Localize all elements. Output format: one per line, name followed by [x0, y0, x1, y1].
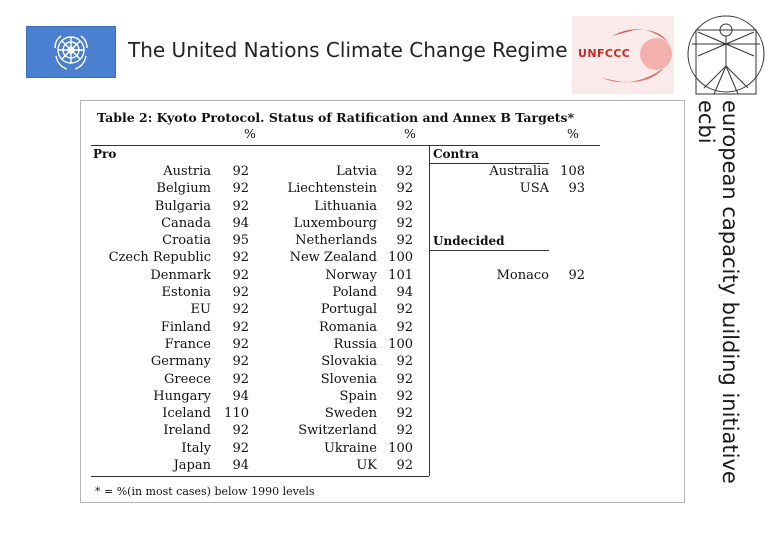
pro-column-1 [81, 163, 261, 474]
country-name: Liechtenstein [287, 181, 377, 197]
table-row [261, 388, 421, 405]
table-row [261, 405, 421, 422]
ecbi-fullname: european capacity building initiative [718, 100, 742, 484]
undecided-rule [429, 250, 549, 251]
kyoto-ratification-table [80, 100, 685, 503]
target-percent: 94 [232, 458, 249, 474]
table-row [81, 301, 261, 318]
country-name: Slovenia [320, 371, 377, 387]
target-percent: 92 [396, 423, 413, 439]
table-row [81, 163, 261, 180]
country-name: Iceland [162, 406, 211, 422]
table-row [81, 284, 261, 301]
target-percent: 100 [388, 336, 413, 352]
target-percent: 94 [232, 215, 249, 231]
country-name: Austria [163, 164, 211, 179]
target-percent: 94 [396, 285, 413, 301]
target-percent: 92 [232, 267, 249, 283]
target-percent: 92 [232, 371, 249, 387]
country-name: Slovakia [321, 354, 377, 370]
target-percent: 108 [560, 164, 585, 179]
target-percent: 92 [232, 354, 249, 370]
target-percent: 92 [396, 233, 413, 249]
table-column-divider [429, 145, 430, 476]
target-percent: 92 [232, 285, 249, 301]
country-name: Hungary [153, 388, 211, 404]
table-row [261, 422, 421, 439]
target-percent: 92 [232, 250, 249, 266]
table-row [261, 457, 421, 474]
target-percent: 92 [396, 181, 413, 197]
table-top-rule [91, 145, 600, 146]
table-row [261, 198, 421, 215]
vitruvian-man-graphic [680, 8, 772, 104]
country-name: Ireland [163, 423, 211, 439]
table-row [81, 440, 261, 457]
table-row [261, 353, 421, 370]
target-percent: 92 [396, 302, 413, 318]
country-name: France [164, 336, 211, 352]
country-name: EU [190, 302, 211, 318]
country-name: New Zealand [289, 250, 377, 266]
unfccc-logo [572, 16, 674, 94]
target-percent: 92 [396, 164, 413, 179]
table-row [81, 232, 261, 249]
table-row [81, 405, 261, 422]
target-percent: 92 [396, 215, 413, 231]
table-row [261, 319, 421, 336]
country-name: Portugal [320, 302, 377, 318]
target-percent: 92 [232, 181, 249, 197]
table-row [81, 457, 261, 474]
target-percent: 92 [232, 164, 249, 179]
country-name: Germany [150, 354, 211, 370]
table-row [81, 422, 261, 439]
target-percent: 92 [396, 458, 413, 474]
ecbi-vertical-text [694, 100, 742, 484]
country-name: USA [519, 181, 549, 197]
table-row [81, 215, 261, 232]
target-percent: 92 [232, 198, 249, 214]
table-row [261, 232, 421, 249]
country-name: Japan [173, 458, 211, 474]
country-name: Switzerland [298, 423, 377, 439]
table-row [431, 180, 591, 197]
undecided-list [431, 267, 591, 284]
country-name: UK [356, 458, 377, 474]
target-percent: 92 [396, 371, 413, 387]
country-name: Poland [332, 285, 377, 301]
country-name: Luxembourg [293, 215, 377, 231]
country-name: Sweden [324, 406, 377, 422]
table-row [81, 353, 261, 370]
country-name: Czech Republic [108, 250, 211, 266]
country-name: Latvia [336, 164, 377, 179]
target-percent: 93 [568, 181, 585, 197]
table-row [81, 371, 261, 388]
pct-header-1: % [244, 126, 256, 141]
table-row [81, 319, 261, 336]
target-percent: 92 [232, 336, 249, 352]
country-name: Spain [339, 388, 377, 404]
table-row [81, 180, 261, 197]
table-row [261, 215, 421, 232]
pro-heading: Pro [93, 147, 117, 161]
target-percent: 92 [396, 198, 413, 214]
table-row [81, 388, 261, 405]
table-row [431, 163, 591, 180]
pct-header-2: % [404, 126, 416, 141]
country-name: Canada [161, 215, 211, 231]
target-percent: 94 [232, 388, 249, 404]
table-row [81, 267, 261, 284]
table-row [81, 336, 261, 353]
country-name: Denmark [150, 267, 211, 283]
country-name: Norway [325, 267, 377, 283]
table-bottom-rule [91, 476, 429, 477]
table-row [81, 249, 261, 266]
undecided-heading: Undecided [433, 234, 505, 248]
table-row [261, 336, 421, 353]
country-name: Finland [160, 319, 211, 335]
table-row [81, 198, 261, 215]
contra-list [431, 163, 591, 198]
country-name: Italy [181, 440, 211, 456]
unfccc-logo-text: UNFCCC [578, 47, 631, 60]
vitruvian-man-icon [680, 8, 772, 104]
table-row [261, 249, 421, 266]
un-emblem-icon [26, 26, 116, 78]
target-percent: 101 [388, 267, 413, 283]
target-percent: 100 [388, 250, 413, 266]
target-percent: 92 [568, 268, 585, 283]
country-name: Netherlands [295, 233, 377, 249]
target-percent: 110 [224, 406, 249, 422]
country-name: Australia [489, 164, 549, 179]
country-name: Croatia [162, 233, 211, 249]
un-emblem-graphic [49, 30, 93, 74]
country-name: Greece [164, 371, 211, 387]
ecbi-acronym: ecbi [694, 100, 718, 144]
country-name: Belgium [156, 181, 211, 197]
table-row [261, 267, 421, 284]
country-name: Lithuania [314, 198, 377, 214]
target-percent: 92 [232, 319, 249, 335]
table-row [431, 267, 591, 284]
table-row [261, 180, 421, 197]
table-footnote: * = %(in most cases) below 1990 levels [95, 485, 315, 498]
country-name: Ukraine [323, 440, 377, 456]
target-percent: 95 [232, 233, 249, 249]
country-name: Russia [333, 336, 377, 352]
target-percent: 92 [232, 423, 249, 439]
table-row [261, 163, 421, 180]
target-percent: 92 [232, 302, 249, 318]
target-percent: 92 [396, 354, 413, 370]
pct-header-3: % [567, 126, 579, 141]
country-name: Estonia [161, 285, 211, 301]
target-percent: 92 [232, 440, 249, 456]
table-row [261, 371, 421, 388]
contra-heading: Contra [433, 147, 479, 161]
target-percent: 100 [388, 440, 413, 456]
country-name: Bulgaria [154, 198, 211, 214]
table-row [261, 440, 421, 457]
target-percent: 92 [396, 406, 413, 422]
pro-column-2 [261, 163, 421, 474]
table-row [261, 301, 421, 318]
slide-title: The United Nations Climate Change Regime [128, 38, 568, 62]
table-title: Table 2: Kyoto Protocol. Status of Ratification and Annex B Targets* [97, 110, 575, 125]
country-name: Monaco [496, 268, 549, 283]
target-percent: 92 [396, 319, 413, 335]
table-row [261, 284, 421, 301]
target-percent: 92 [396, 388, 413, 404]
country-name: Romania [319, 319, 377, 335]
